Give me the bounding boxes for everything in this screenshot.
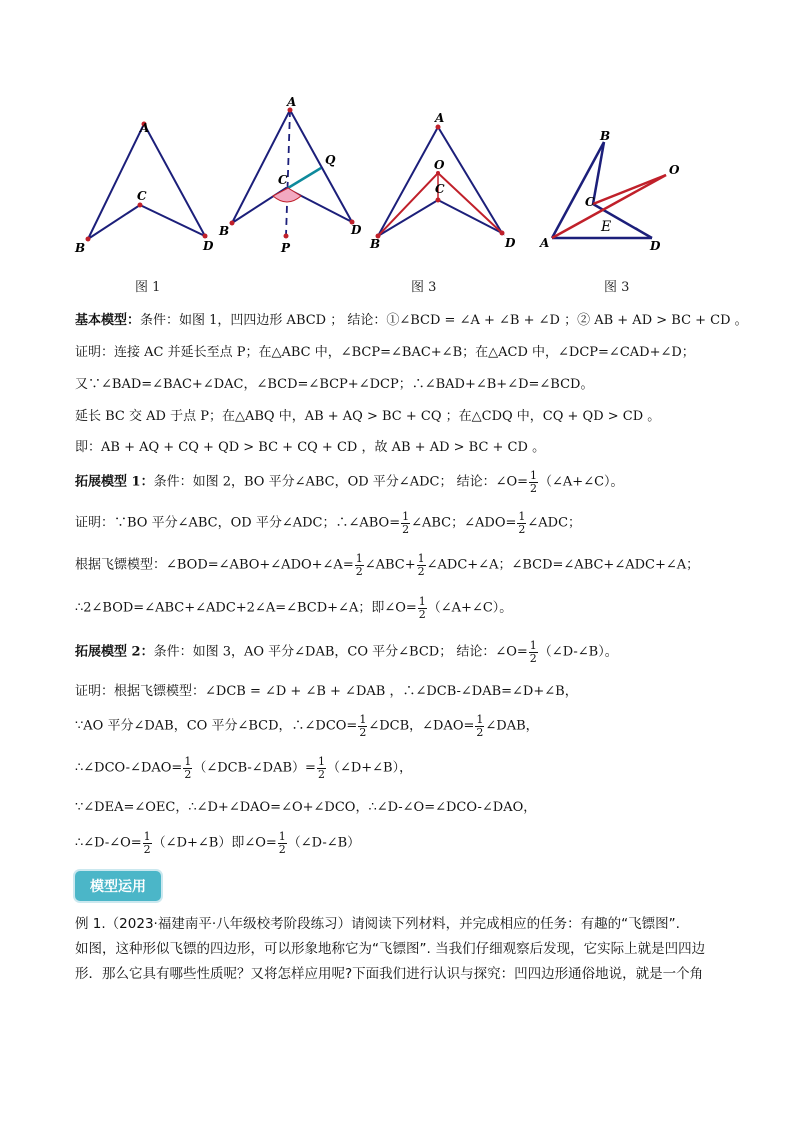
label-b: B <box>370 237 381 251</box>
label-c: C <box>137 189 147 203</box>
ext1-proof2: 根据飞镖模型：∠BOD=∠ABO+∠ADO+∠A= $\frac{1}{2}$ ∠ABC+ $\frac{1}{2}$ ∠ADC+∠A；∠BCD=∠ABC+∠ADC+∠A； <box>75 552 700 578</box>
figure-3 <box>362 100 516 264</box>
fraction: $\frac{1}{2}$ <box>355 552 363 578</box>
ext2-line1: 证明：根据飞镖模型：∠DCB = ∠D + ∠B + ∠DAB ，∴∠DCB-∠DAB=∠D+∠B， <box>75 684 578 699</box>
label-q: Q <box>325 153 336 167</box>
ext1-condition: 拓展模型 1：条件：如图 2，BO 平分∠ABC，OD 平分∠ADC； 结论：∠O= $\frac{1}{2}$ （∠A+∠C）。 <box>75 469 624 495</box>
label-e: E <box>601 219 612 235</box>
figure-1 <box>72 100 222 264</box>
fraction: $\frac{1}{2}$ <box>476 713 484 739</box>
example-paragraph <box>75 912 735 987</box>
figure-4-caption: 图 3 <box>604 280 630 295</box>
basic-model-line3: 又∵∠BAD=∠BAC+∠DAC，∠BCD=∠BCP+∠DCP；∴∠BAD+∠B+∠D=∠BCD。 <box>75 377 594 392</box>
label-b: B <box>600 129 611 143</box>
figure-3-drawing <box>362 100 516 260</box>
fraction: $\frac{1}{2}$ <box>529 639 537 665</box>
label-d: D <box>505 236 516 250</box>
label-a: A <box>540 236 550 250</box>
label-o: O <box>669 163 680 177</box>
figure-1-caption: 图 1 <box>135 280 161 295</box>
fraction: $\frac{1}{2}$ <box>530 469 538 495</box>
label-c: C <box>278 173 288 187</box>
label-a: A <box>140 121 150 135</box>
label-a: A <box>435 111 445 125</box>
fraction: $\frac{1}{2}$ <box>417 552 425 578</box>
figure-2-drawing <box>215 95 365 260</box>
ext1-proof1: 证明：∵BO 平分∠ABC，OD 平分∠ADC；∴∠ABO= $\frac{1}{2}$ ∠ABC；∠ADO= $\frac{1}{2}$ ∠ADC； <box>75 510 582 536</box>
basic-model-line2: 证明：连接 AC 并延长至点 P；在△ABC 中，∠BCP=∠BAC+∠B；在△ACD 中，∠DCP=∠CAD+∠D； <box>75 345 695 360</box>
basic-model-line4: 延长 BC 交 AD 于点 P；在△ABQ 中，AB + AQ > BC + CQ ；在△CDQ 中，CQ + QD > CD 。 <box>75 409 661 424</box>
ext2-line2: ∵AO 平分∠DAB，CO 平分∠BCD，∴∠DCO= $\frac{1}{2}$ ∠DCB，∠DAO= $\frac{1}{2}$ ∠DAB， <box>75 713 539 739</box>
figure-4 <box>537 100 697 264</box>
fraction: $\frac{1}{2}$ <box>359 713 367 739</box>
ext2-line3: ∴∠DCO-∠DAO= $\frac{1}{2}$ （∠DCB-∠DAB）= $\frac{1}{2}$ （∠D+∠B）， <box>75 755 413 781</box>
label-d: D <box>650 239 661 253</box>
ext1-proof3: ∴2∠BOD=∠ABC+∠ADC+2∠A=∠BCD+∠A；即∠O= $\frac{1}{2}$ （∠A+∠C）。 <box>75 595 513 621</box>
label-d: D <box>351 223 362 237</box>
example-line2: 如图，这种形似飞镖的四边形，可以形象地称它为“飞镖图”. 当我们仔细观察后发现，它实际上就是凹四边 <box>75 940 706 957</box>
label-d: D <box>203 239 214 253</box>
label-p: P <box>281 241 291 255</box>
section-badge: 模型运用 <box>75 871 161 901</box>
fraction: $\frac{1}{2}$ <box>184 755 192 781</box>
figure-1-drawing <box>72 100 222 260</box>
figure-3-caption: 图 3 <box>411 280 437 295</box>
basic-model-line1: 基本模型：条件：如图 1，凹四边形 ABCD ； 结论：①∠BCD = ∠A + ∠B + ∠D ；② AB + AD > BC + CD 。 <box>75 313 748 328</box>
basic-model-line5: 即：AB + AQ + CQ + QD > BC + CQ + CD ，故 AB + AD > BC + CD 。 <box>75 440 546 455</box>
ext2-line4: ∵∠DEA=∠OEC，∴∠D+∠DAO=∠O+∠DCO，∴∠D-∠O=∠DCO-∠DAO， <box>75 800 537 815</box>
fraction: $\frac{1}{2}$ <box>317 755 325 781</box>
label-b: B <box>75 241 86 255</box>
example-line3: 形．那么它具有哪些性质呢？又将怎样应用呢?下面我们进行认识与探究：凹四边形通俗地说，就是一个角 <box>75 965 704 982</box>
example-line1: 例 1.（2023·福建南平·八年级校考阶段练习）请阅读下列材料，并完成相应的任务：有趣的“飞镖图”. <box>75 916 680 932</box>
fraction: $\frac{1}{2}$ <box>418 595 426 621</box>
fraction: $\frac{1}{2}$ <box>143 830 151 856</box>
fraction: $\frac{1}{2}$ <box>402 510 410 536</box>
figure-2 <box>215 95 365 264</box>
label-c: C <box>435 182 445 196</box>
label-c: C <box>585 195 595 209</box>
label-b: B <box>219 224 230 238</box>
ext2-condition: 拓展模型 2：条件：如图 3，AO 平分∠DAB，CO 平分∠BCD； 结论：∠O= $\frac{1}{2}$ （∠D-∠B）。 <box>75 639 618 665</box>
figure-4-drawing <box>537 100 697 260</box>
fraction: $\frac{1}{2}$ <box>278 830 286 856</box>
fraction: $\frac{1}{2}$ <box>518 510 526 536</box>
label-o: O <box>434 158 445 172</box>
label-a: A <box>287 95 297 109</box>
ext2-line5: ∴∠D-∠O= $\frac{1}{2}$ （∠D+∠B）即∠O= $\frac{1}{2}$ （∠D-∠B） <box>75 830 361 856</box>
